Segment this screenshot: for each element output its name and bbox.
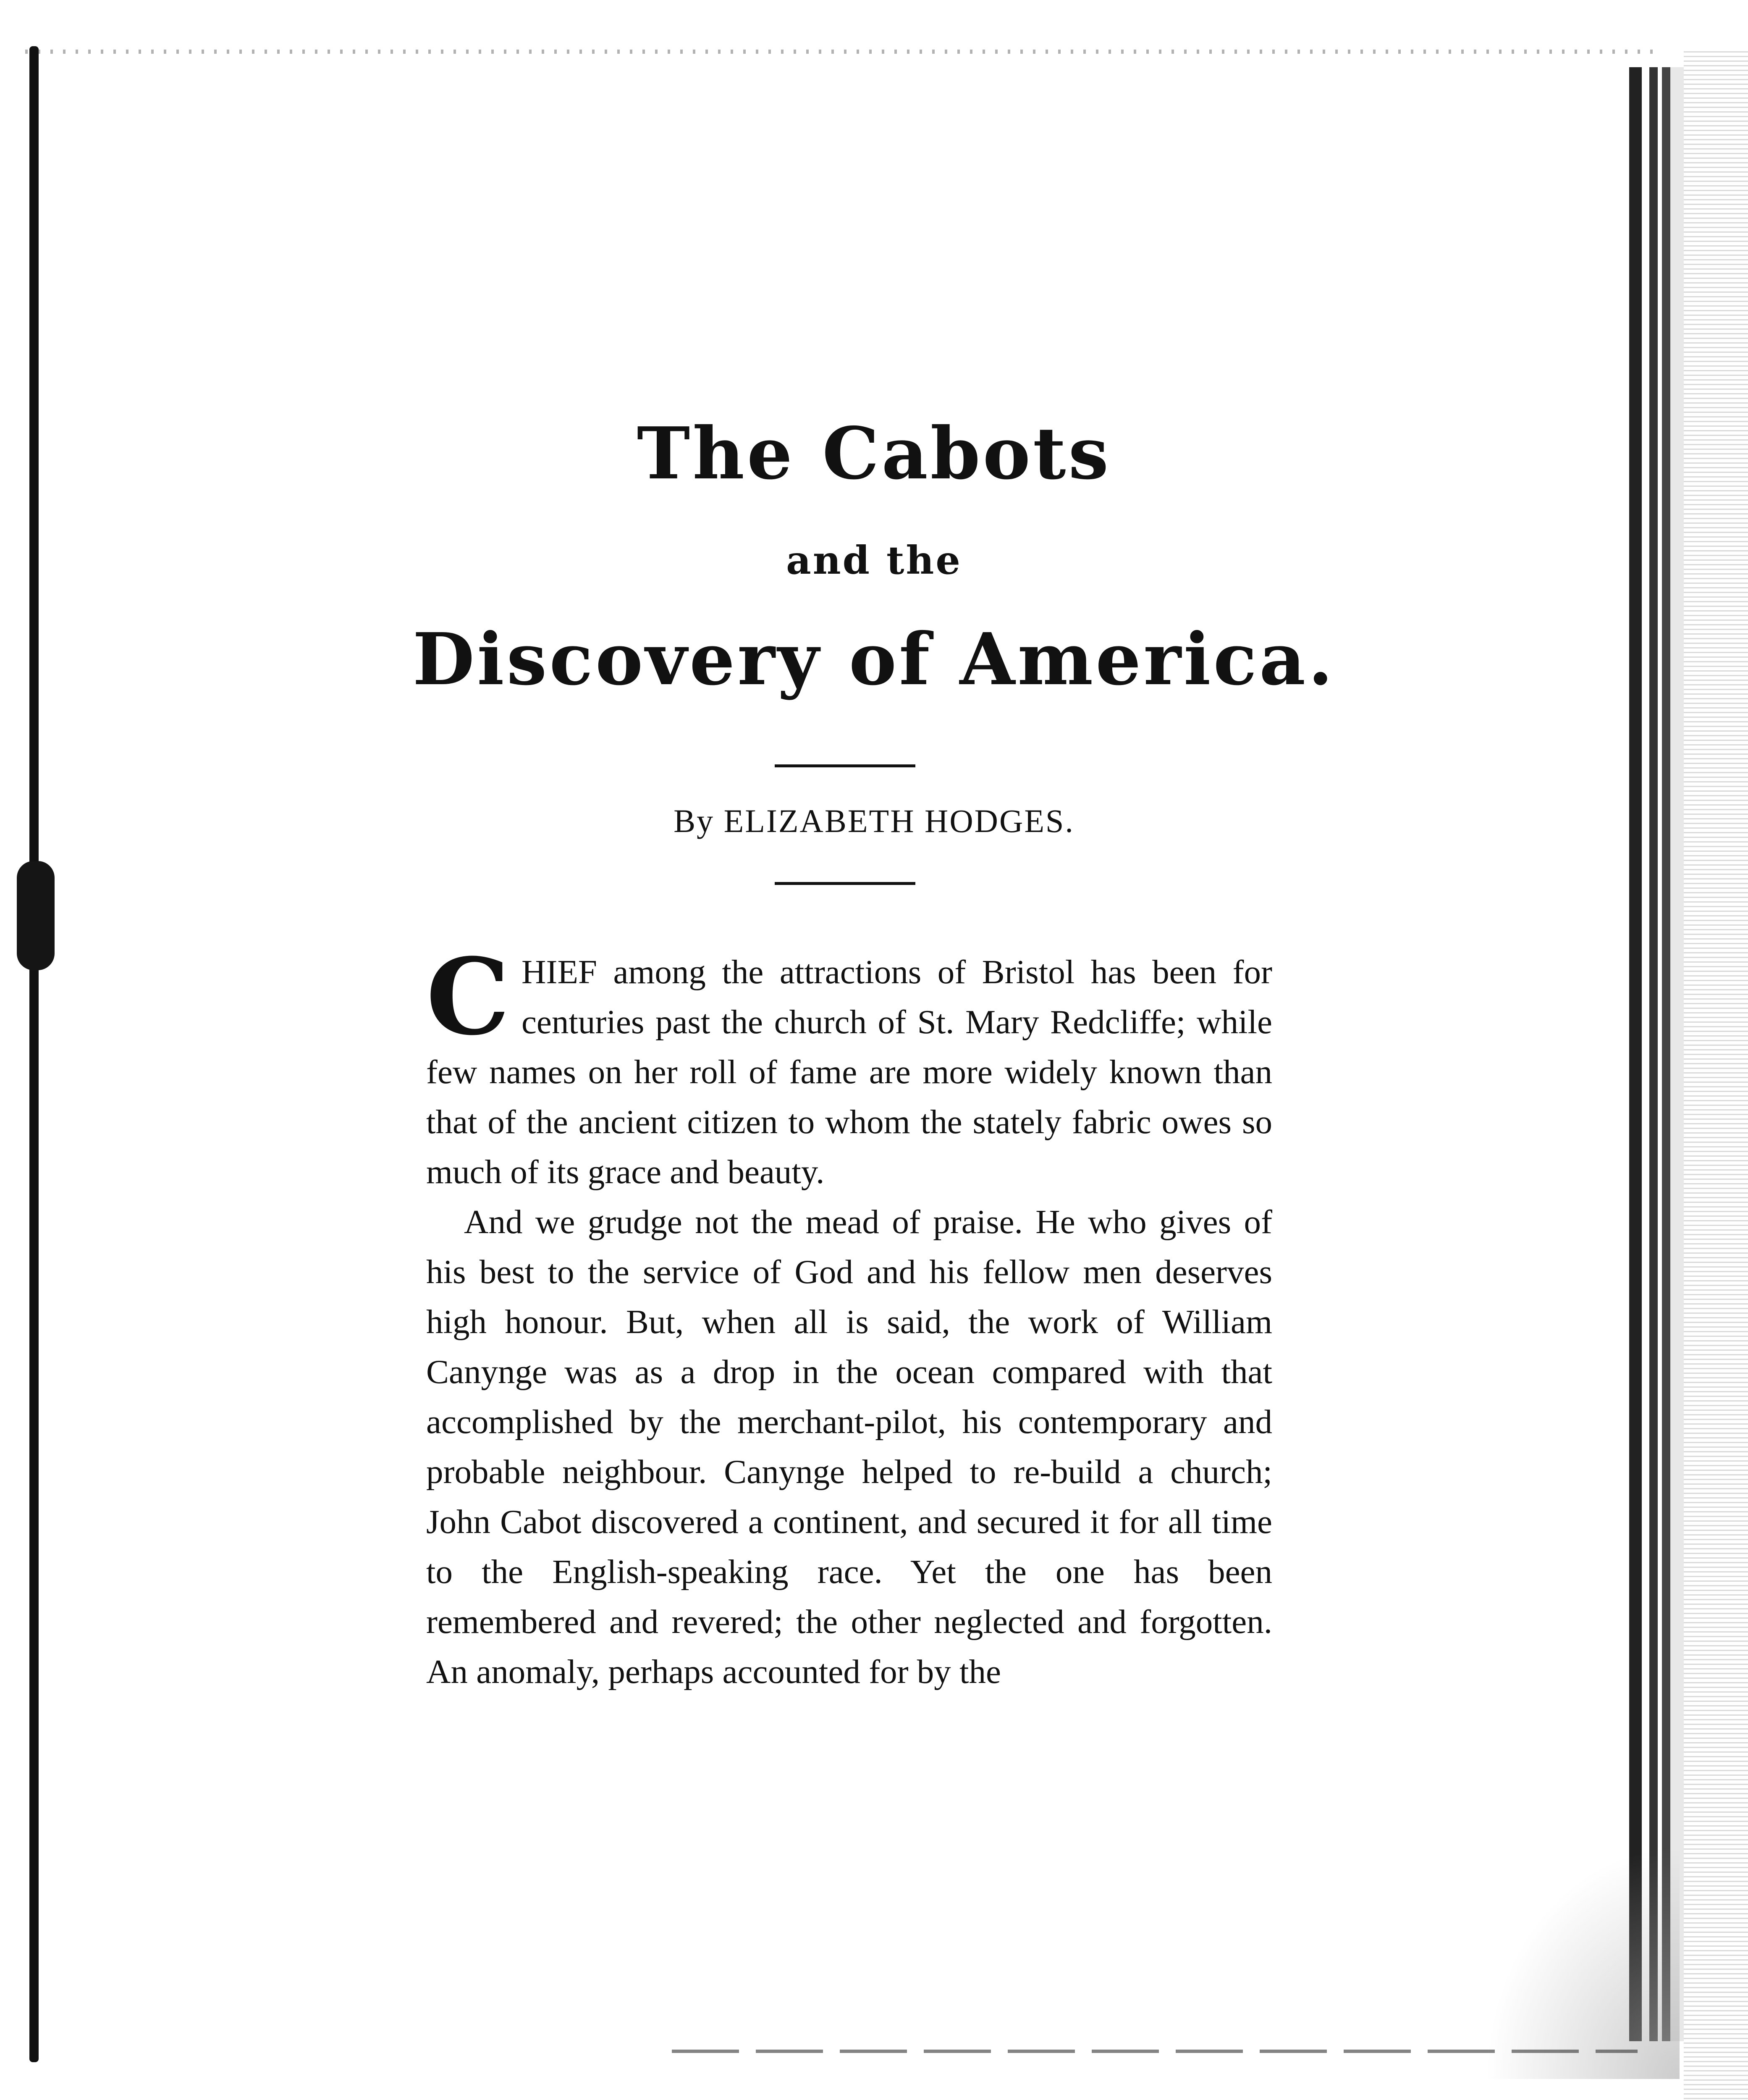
scan-top-edge [25, 50, 1654, 54]
article-body [426, 935, 1272, 1697]
scan-left-blot [17, 861, 55, 970]
scan-bottom-edge [672, 2050, 1638, 2053]
article-subtitle: and the [786, 538, 962, 583]
paragraph-2: And we grudge not the mead of praise. He who gives of his best to the service of God and his fellow men deserves high honour. But, when all is said, the work of William Canynge was as a drop in the ocean compared with that accomplished by the merchant-pilot, his contemporary and probable neighbour. Canynge helped to re-build a church; John Cabot discovered a continent, and secured it for all time to the English-speaking race. Yet the one has been remembered and revered; the other neglected and forgotten. An anomaly, perhaps accounted for by the [426, 1203, 1272, 1690]
divider-rule-top [775, 764, 915, 767]
article-title-line2: Discovery of America. [412, 617, 1336, 701]
divider-rule-bottom [775, 882, 915, 885]
paragraph-1-text: HIEF among the attractions of Bristol has been for centuries past the church of St. Mary Redcliffe; while few names on her roll of fame are more widely known than that of the ancient citizen to whom the stately fabric owes so much of its grace and beauty. [426, 953, 1272, 1191]
scan-right-binding [1617, 67, 1684, 2041]
scan-left-binding [29, 46, 39, 2062]
paragraph-1 [426, 935, 1272, 1197]
scan-right-speckle [1684, 50, 1748, 2100]
drop-cap: C [426, 935, 510, 1058]
article-byline: By ELIZABETH HODGES. [674, 803, 1074, 839]
scan-corner-shade [1470, 1827, 1680, 2079]
article-title: The Cabots [637, 412, 1111, 496]
